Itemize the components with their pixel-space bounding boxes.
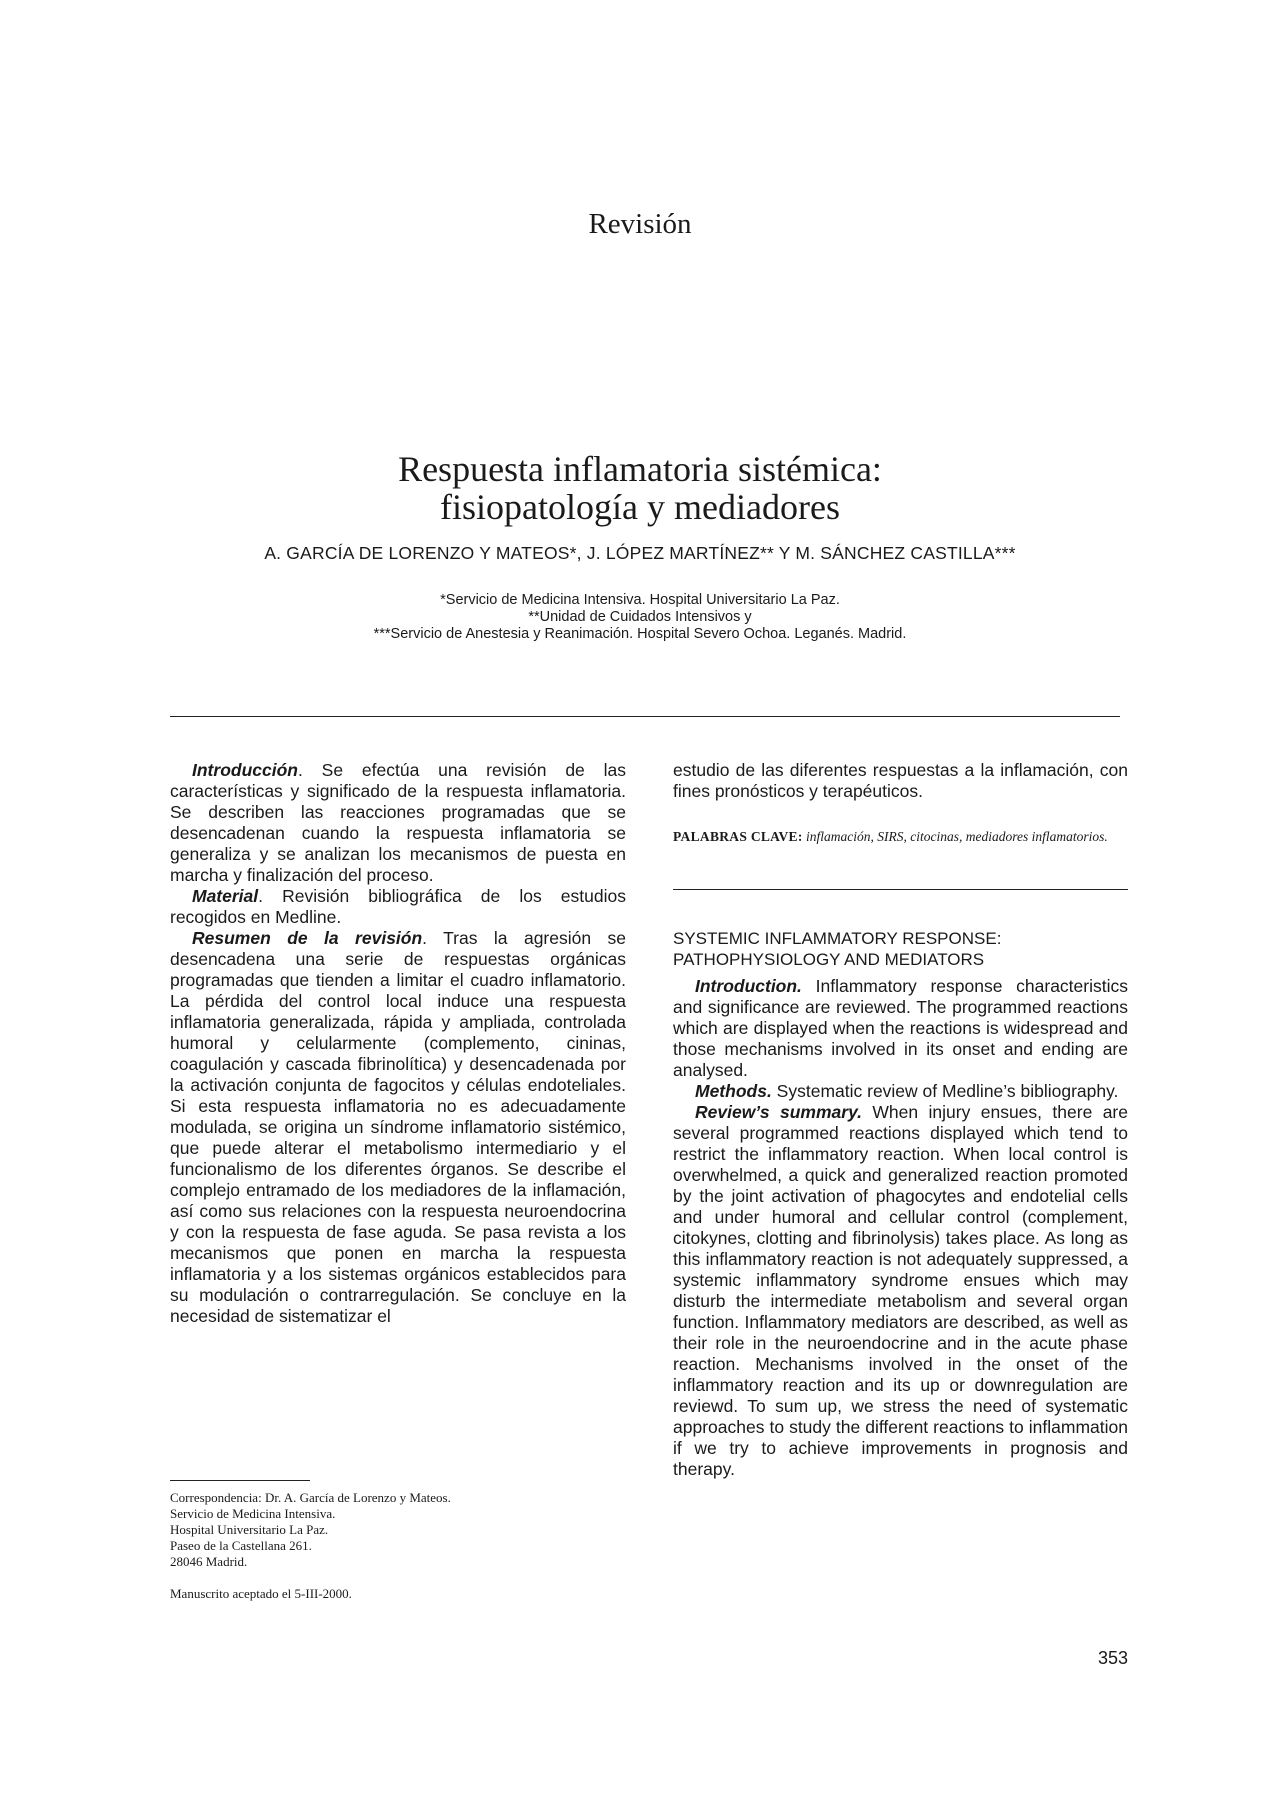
footnote-line: Correspondencia: Dr. A. García de Lorenzo y Mateos.: [170, 1490, 451, 1505]
continuation-text: estudio de las diferentes respuestas a la inflamación, con fines pronósticos y terapéuticos.: [673, 760, 1128, 801]
footnote-divider: [170, 1480, 310, 1481]
affiliations: [0, 592, 1280, 643]
footnote-line: Servicio de Medicina Intensiva.: [170, 1506, 336, 1521]
abstract-en: [673, 976, 1128, 1480]
en-intro-label: Introduction.: [695, 976, 802, 996]
english-title-line-1: SYSTEMIC INFLAMMATORY RESPONSE:: [673, 929, 1002, 948]
keywords-divider: [673, 889, 1128, 890]
material-text: . Revisión bibliográfica de los estudios recogidos en Medline.: [170, 886, 626, 927]
abstract-es-intro: [170, 760, 626, 886]
en-intro-text: Inflammatory response characteristics and significance are reviewed. The programmed reactions which are displayed when the reactions is widespread and those mechanisms involved in its onset and ending are analysed.: [673, 976, 1128, 1080]
footnote-line: 28046 Madrid.: [170, 1554, 248, 1569]
en-methods-text: Systematic review of Medline’s bibliography.: [771, 1081, 1119, 1101]
english-title: [673, 928, 1128, 970]
abstract-es-continuation: [673, 760, 1128, 802]
affiliation-1: *Servicio de Medicina Intensiva. Hospital Universitario La Paz.: [440, 592, 840, 608]
article-title: [0, 450, 1280, 526]
keywords-label: PALABRAS CLAVE:: [673, 829, 803, 844]
accepted-date: Manuscrito aceptado el 5-III-2000.: [170, 1586, 352, 1601]
footnote-line: Hospital Universitario La Paz.: [170, 1522, 329, 1537]
abstract-en-intro: [673, 976, 1128, 1081]
footnote-line: Paseo de la Castellana 261.: [170, 1538, 312, 1553]
affiliation-3: ***Servicio de Anestesia y Reanimación. Hospital Severo Ochoa. Leganés. Madrid.: [373, 626, 907, 642]
abstract-en-summary: [673, 1102, 1128, 1480]
keywords-list: inflamación, SIRS, citocinas, mediadores inflamatorios.: [806, 829, 1108, 844]
author-list: A. GARCÍA DE LORENZO Y MATEOS*, J. LÓPEZ MARTÍNEZ** Y M. SÁNCHEZ CASTILLA***: [264, 543, 1016, 563]
section-label: Revisión: [588, 208, 692, 240]
page-number: 353: [1097, 1648, 1128, 1668]
footnote: [170, 1490, 626, 1602]
intro-text: . Se efectúa una revisión de las características y significado de la respuesta inflamatoria. Se describen las reacciones programadas que se desencadenan cuando la respuesta inflamatoria se generaliza y se analizan los mecanismos de puesta en marcha y finalización del proceso.: [170, 760, 626, 885]
english-title-line-2: PATHOPHYSIOLOGY AND MEDIATORS: [673, 950, 985, 969]
title-line-2: fisiopatología y mediadores: [440, 487, 840, 527]
abstract-es-summary: [170, 928, 626, 1327]
title-line-1: Respuesta inflamatoria sistémica:: [398, 449, 882, 489]
header-divider: [170, 716, 1120, 717]
abstract-es-material: [170, 886, 626, 928]
abstract-en-methods: [673, 1081, 1128, 1102]
summary-text: . Tras la agresión se desencadena una serie de respuestas orgánicas programadas que tienden a limitar el cuadro inflamatorio. La pérdida del control local induce una respuesta inflamatoria generalizada, rápida y ampliada, controlada humoral y celularmente (complemento, cininas, coagulación y cascada fibrinolítica) y desencadenada por la activación conjunta de fagocitos y células endoteliales. Si esta respuesta inflamatoria no es adecuadamente modulada, se origina un síndrome inflamatorio sistémico, que puede alterar el metabolismo intermediario y el funcionalismo de los diferentes órganos. Se describe el complejo entramado de los mediadores de la inflamación, así como sus relaciones con la respuesta neuroendocrina y con la respuesta de fase aguda. Se pasa revista a los mecanismos que ponen en marcha la respuesta inflamatoria y a los sistemas orgánicos establecidos para su modulación o contrarregulación. Se concluye en la necesidad de sistematizar el: [170, 928, 626, 1326]
en-summary-label: Review’s summary.: [695, 1102, 863, 1122]
en-summary-text: When injury ensues, there are several programmed reactions displayed which tend to restrict the inflammatory reaction. When local control is overwhelmed, a quick and generalized reaction promoted by the joint activation of phagocytes and endotelial cells and under humoral and cellular control (complement, citokynes, clotting and fibrinolysis) takes place. As long as this inflammatory reaction is not adequately suppressed, a systemic inflammatory syndrome ensues which may disturb the intermediate metabolism and several organ function. Inflammatory mediators are described, as well as their role in the neuroendocrine and in the acute phase reaction. Mechanisms involved in the onset of the inflammatory reaction and its up or downregulation are reviewd. To sum up, we stress the need of systematic approaches to study the different reactions to inflammation if we try to achieve improvements in prognosis and therapy.: [673, 1102, 1128, 1479]
summary-label: Resumen de la revisión: [192, 928, 423, 948]
en-methods-label: Methods.: [695, 1081, 772, 1101]
keywords: [673, 828, 1128, 846]
affiliation-2: **Unidad de Cuidados Intensivos y: [528, 609, 752, 625]
abstract-es: [170, 760, 626, 1327]
intro-label: Introducción: [192, 760, 298, 780]
material-label: Material: [192, 886, 259, 906]
